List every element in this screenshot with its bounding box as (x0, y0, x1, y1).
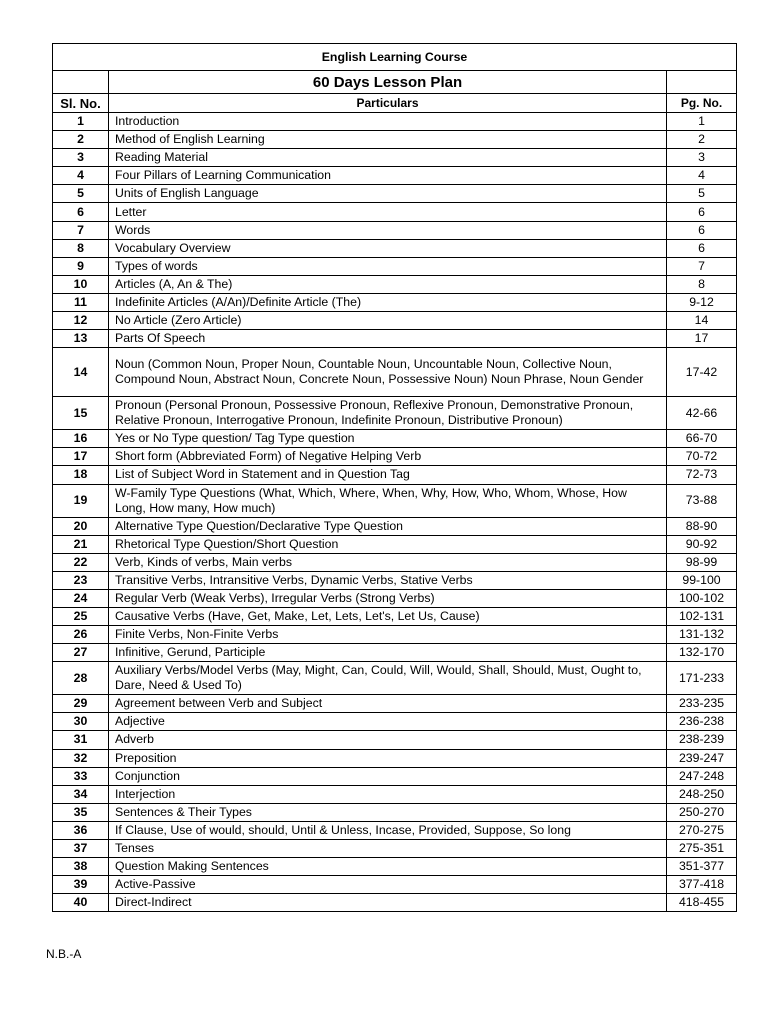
row-page-no: 247-248 (667, 767, 737, 785)
row-page-no: 270-275 (667, 821, 737, 839)
row-sl-no: 19 (53, 484, 109, 517)
row-particulars: Rhetorical Type Question/Short Question (109, 535, 667, 553)
row-particulars: No Article (Zero Article) (109, 312, 667, 330)
row-particulars: Verb, Kinds of verbs, Main verbs (109, 553, 667, 571)
table-row (53, 803, 737, 821)
row-particulars: Infinitive, Gerund, Participle (109, 644, 667, 662)
row-sl-no: 21 (53, 535, 109, 553)
row-page-no: 17-42 (667, 348, 737, 397)
row-page-no: 131-132 (667, 626, 737, 644)
table-row (53, 644, 737, 662)
column-header-particulars: Particulars (109, 94, 667, 113)
row-page-no: 275-351 (667, 840, 737, 858)
table-row (53, 607, 737, 625)
row-page-no: 6 (667, 203, 737, 221)
row-sl-no: 12 (53, 312, 109, 330)
row-page-no: 98-99 (667, 553, 737, 571)
table-row (53, 626, 737, 644)
row-sl-no: 5 (53, 185, 109, 203)
table-row (53, 167, 737, 185)
table-row (53, 293, 737, 311)
row-sl-no: 9 (53, 257, 109, 275)
row-sl-no: 24 (53, 589, 109, 607)
document-title: English Learning Course (53, 44, 737, 71)
column-header-sl-no: Sl. No. (53, 94, 109, 113)
table-row (53, 535, 737, 553)
table-row (53, 466, 737, 484)
row-page-no: 377-418 (667, 876, 737, 894)
row-sl-no: 32 (53, 749, 109, 767)
row-particulars: Finite Verbs, Non-Finite Verbs (109, 626, 667, 644)
subtitle-blank-left (53, 71, 109, 94)
table-row (53, 448, 737, 466)
row-sl-no: 34 (53, 785, 109, 803)
row-sl-no: 13 (53, 330, 109, 348)
table-row (53, 430, 737, 448)
table-row (53, 312, 737, 330)
table-row (53, 571, 737, 589)
row-page-no: 72-73 (667, 466, 737, 484)
row-page-no: 1 (667, 113, 737, 131)
row-page-no: 236-238 (667, 713, 737, 731)
row-sl-no: 15 (53, 397, 109, 430)
row-page-no: 17 (667, 330, 737, 348)
row-page-no: 132-170 (667, 644, 737, 662)
row-particulars: Sentences & Their Types (109, 803, 667, 821)
table-row (53, 767, 737, 785)
table-row (53, 894, 737, 912)
table-row (53, 149, 737, 167)
table-row (53, 553, 737, 571)
row-particulars: Yes or No Type question/ Tag Type question (109, 430, 667, 448)
table-row (53, 203, 737, 221)
table-row (53, 185, 737, 203)
row-particulars: Reading Material (109, 149, 667, 167)
row-page-no: 2 (667, 131, 737, 149)
table-row (53, 695, 737, 713)
row-particulars: Direct-Indirect (109, 894, 667, 912)
subtitle-blank-right (667, 71, 737, 94)
row-page-no: 8 (667, 275, 737, 293)
row-page-no: 88-90 (667, 517, 737, 535)
row-particulars: Agreement between Verb and Subject (109, 695, 667, 713)
table-row (53, 589, 737, 607)
row-page-no: 102-131 (667, 607, 737, 625)
row-particulars: Alternative Type Question/Declarative Type Question (109, 517, 667, 535)
table-row (53, 397, 737, 430)
row-particulars: Method of English Learning (109, 131, 667, 149)
row-sl-no: 14 (53, 348, 109, 397)
row-sl-no: 35 (53, 803, 109, 821)
row-page-no: 90-92 (667, 535, 737, 553)
row-particulars: Articles (A, An & The) (109, 275, 667, 293)
row-particulars: Transitive Verbs, Intransitive Verbs, Dynamic Verbs, Stative Verbs (109, 571, 667, 589)
table-row (53, 517, 737, 535)
row-page-no: 5 (667, 185, 737, 203)
table-row (53, 257, 737, 275)
row-page-no: 70-72 (667, 448, 737, 466)
row-sl-no: 7 (53, 221, 109, 239)
row-particulars: Regular Verb (Weak Verbs), Irregular Verbs (Strong Verbs) (109, 589, 667, 607)
row-sl-no: 10 (53, 275, 109, 293)
row-sl-no: 36 (53, 821, 109, 839)
row-particulars: Conjunction (109, 767, 667, 785)
row-particulars: Parts Of Speech (109, 330, 667, 348)
row-particulars: Causative Verbs (Have, Get, Make, Let, Lets, Let's, Let Us, Cause) (109, 607, 667, 625)
row-page-no: 6 (667, 221, 737, 239)
row-sl-no: 17 (53, 448, 109, 466)
row-page-no: 418-455 (667, 894, 737, 912)
row-page-no: 171-233 (667, 662, 737, 695)
row-particulars: Auxiliary Verbs/Model Verbs (May, Might, Can, Could, Will, Would, Shall, Should, Must, Ought to, Dare, Need & Used To) (109, 662, 667, 695)
row-page-no: 7 (667, 257, 737, 275)
document-subtitle: 60 Days Lesson Plan (109, 71, 667, 94)
row-particulars: Active-Passive (109, 876, 667, 894)
row-sl-no: 31 (53, 731, 109, 749)
row-page-no: 238-239 (667, 731, 737, 749)
row-particulars: Words (109, 221, 667, 239)
row-particulars: W-Family Type Questions (What, Which, Where, When, Why, How, Who, Whom, Whose, How Long, How many, How much) (109, 484, 667, 517)
table-row (53, 821, 737, 839)
row-sl-no: 6 (53, 203, 109, 221)
row-page-no: 250-270 (667, 803, 737, 821)
row-sl-no: 16 (53, 430, 109, 448)
table-row (53, 330, 737, 348)
row-particulars: Noun (Common Noun, Proper Noun, Countable Noun, Uncountable Noun, Collective Noun, Compound Noun, Abstract Noun, Concrete Noun, Possessive Noun) Noun Phrase, Noun Gender (109, 348, 667, 397)
table-row (53, 131, 737, 149)
table-row (53, 662, 737, 695)
row-particulars: Letter (109, 203, 667, 221)
row-sl-no: 1 (53, 113, 109, 131)
row-sl-no: 2 (53, 131, 109, 149)
row-sl-no: 8 (53, 239, 109, 257)
subtitle-row (53, 71, 737, 94)
row-sl-no: 26 (53, 626, 109, 644)
column-header-page-no: Pg. No. (667, 94, 737, 113)
row-sl-no: 11 (53, 293, 109, 311)
row-particulars: Interjection (109, 785, 667, 803)
row-page-no: 6 (667, 239, 737, 257)
table-row (53, 275, 737, 293)
row-sl-no: 27 (53, 644, 109, 662)
row-particulars: Short form (Abbreviated Form) of Negative Helping Verb (109, 448, 667, 466)
table-row (53, 713, 737, 731)
row-sl-no: 23 (53, 571, 109, 589)
row-sl-no: 33 (53, 767, 109, 785)
row-sl-no: 20 (53, 517, 109, 535)
row-page-no: 73-88 (667, 484, 737, 517)
header-row (53, 94, 737, 113)
row-particulars: Vocabulary Overview (109, 239, 667, 257)
table-row (53, 239, 737, 257)
row-page-no: 9-12 (667, 293, 737, 311)
row-page-no: 3 (667, 149, 737, 167)
row-sl-no: 22 (53, 553, 109, 571)
row-particulars: Four Pillars of Learning Communication (109, 167, 667, 185)
table-row (53, 749, 737, 767)
row-page-no: 66-70 (667, 430, 737, 448)
row-page-no: 14 (667, 312, 737, 330)
row-page-no: 42-66 (667, 397, 737, 430)
table-row (53, 484, 737, 517)
row-sl-no: 30 (53, 713, 109, 731)
row-particulars: Pronoun (Personal Pronoun, Possessive Pronoun, Reflexive Pronoun, Demonstrative Pronoun, Relative Pronoun, Interrogative Pronoun, Indefinite Pronoun, Distributive Pronoun) (109, 397, 667, 430)
row-sl-no: 37 (53, 840, 109, 858)
row-page-no: 351-377 (667, 858, 737, 876)
title-row (53, 44, 737, 71)
row-sl-no: 40 (53, 894, 109, 912)
row-sl-no: 4 (53, 167, 109, 185)
row-particulars: Units of English Language (109, 185, 667, 203)
row-page-no: 239-247 (667, 749, 737, 767)
row-sl-no: 25 (53, 607, 109, 625)
table-row (53, 840, 737, 858)
table-row (53, 876, 737, 894)
row-sl-no: 18 (53, 466, 109, 484)
row-particulars: Preposition (109, 749, 667, 767)
row-page-no: 233-235 (667, 695, 737, 713)
table-row (53, 348, 737, 397)
row-sl-no: 3 (53, 149, 109, 167)
row-sl-no: 28 (53, 662, 109, 695)
row-particulars: Adverb (109, 731, 667, 749)
row-particulars: Adjective (109, 713, 667, 731)
row-page-no: 99-100 (667, 571, 737, 589)
footnote: N.B.-A (46, 947, 82, 961)
row-particulars: Types of words (109, 257, 667, 275)
table-row (53, 785, 737, 803)
table-row (53, 731, 737, 749)
row-sl-no: 38 (53, 858, 109, 876)
row-page-no: 248-250 (667, 785, 737, 803)
row-page-no: 4 (667, 167, 737, 185)
table-row (53, 113, 737, 131)
row-particulars: List of Subject Word in Statement and in Question Tag (109, 466, 667, 484)
row-page-no: 100-102 (667, 589, 737, 607)
row-particulars: Tenses (109, 840, 667, 858)
row-particulars: Indefinite Articles (A/An)/Definite Article (The) (109, 293, 667, 311)
table-row (53, 221, 737, 239)
lesson-plan-table (52, 43, 737, 912)
row-particulars: If Clause, Use of would, should, Until & Unless, Incase, Provided, Suppose, So long (109, 821, 667, 839)
row-sl-no: 29 (53, 695, 109, 713)
row-particulars: Introduction (109, 113, 667, 131)
table-row (53, 858, 737, 876)
row-sl-no: 39 (53, 876, 109, 894)
row-particulars: Question Making Sentences (109, 858, 667, 876)
